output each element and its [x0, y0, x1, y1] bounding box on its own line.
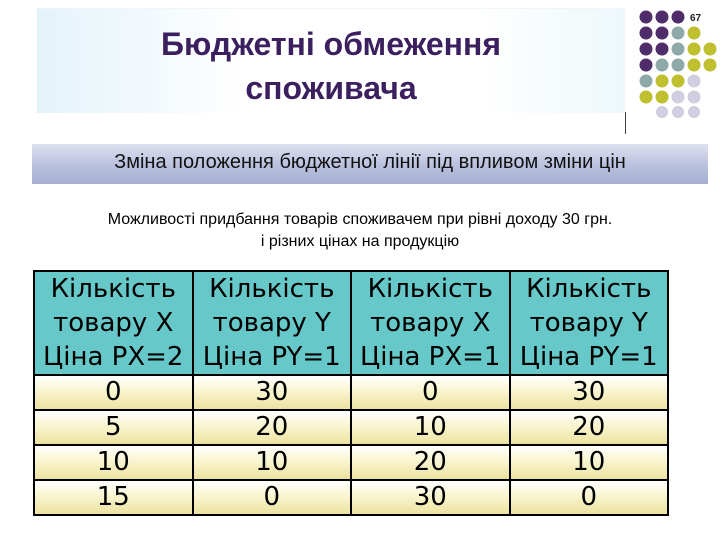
- table-cell: 20: [510, 410, 669, 445]
- table-cell: 10: [34, 445, 193, 480]
- dot: [672, 59, 685, 72]
- table-header-cell: [193, 271, 352, 375]
- table-cell: 20: [193, 410, 352, 445]
- table-row: [34, 375, 668, 410]
- dot: [688, 43, 701, 56]
- dot: [656, 75, 669, 88]
- table-cell: 15: [34, 480, 193, 515]
- header-text: Ціна PY=1: [519, 342, 658, 372]
- dot: [688, 75, 701, 88]
- dot: [640, 11, 653, 24]
- dot: [672, 27, 685, 40]
- decorative-dots: [638, 8, 718, 118]
- table-header-row: [34, 271, 668, 375]
- dot: [688, 91, 701, 104]
- dot: [704, 43, 717, 56]
- table-caption-line-1: Можливості придбання товарів споживачем при рівні доходу 30 грн.: [107, 211, 613, 228]
- header-text: Ціна PY=1: [202, 342, 341, 372]
- page-number: 67: [690, 13, 702, 24]
- table-header-cell: [510, 271, 669, 375]
- header-text: Кількість: [526, 274, 652, 304]
- table-cell: 20: [351, 445, 510, 480]
- header-text: товару X: [53, 308, 174, 338]
- dot: [640, 27, 653, 40]
- table-cell: 10: [193, 445, 352, 480]
- header-text: товару Y: [529, 308, 648, 338]
- dot-grid: [640, 11, 717, 119]
- dot: [672, 75, 685, 88]
- dot: [640, 91, 653, 104]
- dot: [656, 106, 668, 118]
- slide-title-line-1: Бюджетні обмеження: [161, 26, 501, 62]
- dot: [672, 43, 685, 56]
- dot: [656, 11, 669, 24]
- table-cell: 5: [34, 410, 193, 445]
- title-divider-line: [625, 112, 626, 134]
- header-text: Ціна PX=2: [43, 342, 184, 372]
- table-row: [34, 410, 668, 445]
- table-caption-line-2: і різних цінах на продукцію: [260, 233, 460, 250]
- table-cell: 10: [351, 410, 510, 445]
- table-cell: 30: [351, 480, 510, 515]
- dot: [640, 75, 653, 88]
- header-text: Кількість: [50, 274, 176, 304]
- header-text: Кількість: [209, 274, 335, 304]
- dot: [656, 27, 669, 40]
- header-text: товару Y: [212, 308, 331, 338]
- table-cell: 0: [34, 375, 193, 410]
- header-text: Кількість: [367, 274, 493, 304]
- dot: [688, 59, 701, 72]
- table-header-cell: [34, 271, 193, 375]
- table-cell: 0: [193, 480, 352, 515]
- table-cell: 0: [351, 375, 510, 410]
- price-quantity-table: [33, 270, 669, 516]
- table-cell: 0: [510, 480, 669, 515]
- dot: [656, 59, 669, 72]
- table-header-cell: [351, 271, 510, 375]
- dot: [688, 106, 700, 118]
- dot: [656, 43, 669, 56]
- dot: [688, 27, 701, 40]
- slide-subtitle: Зміна положення бюджетної лінії під впливом зміни цін: [114, 151, 626, 173]
- dot: [656, 91, 669, 104]
- table-row: [34, 445, 668, 480]
- slide-title-line-2: споживача: [245, 70, 417, 106]
- dot: [672, 91, 685, 104]
- slide-title: [37, 22, 625, 110]
- table-cell: 30: [193, 375, 352, 410]
- table-caption: [10, 209, 710, 253]
- table-cell: 30: [510, 375, 669, 410]
- header-text: Ціна PX=1: [360, 342, 501, 372]
- dot: [672, 11, 685, 24]
- dot: [640, 59, 653, 72]
- dot: [704, 59, 717, 72]
- table-cell: 10: [510, 445, 669, 480]
- dot: [672, 106, 684, 118]
- dot: [640, 43, 653, 56]
- table-row: [34, 480, 668, 515]
- header-text: товару X: [370, 308, 491, 338]
